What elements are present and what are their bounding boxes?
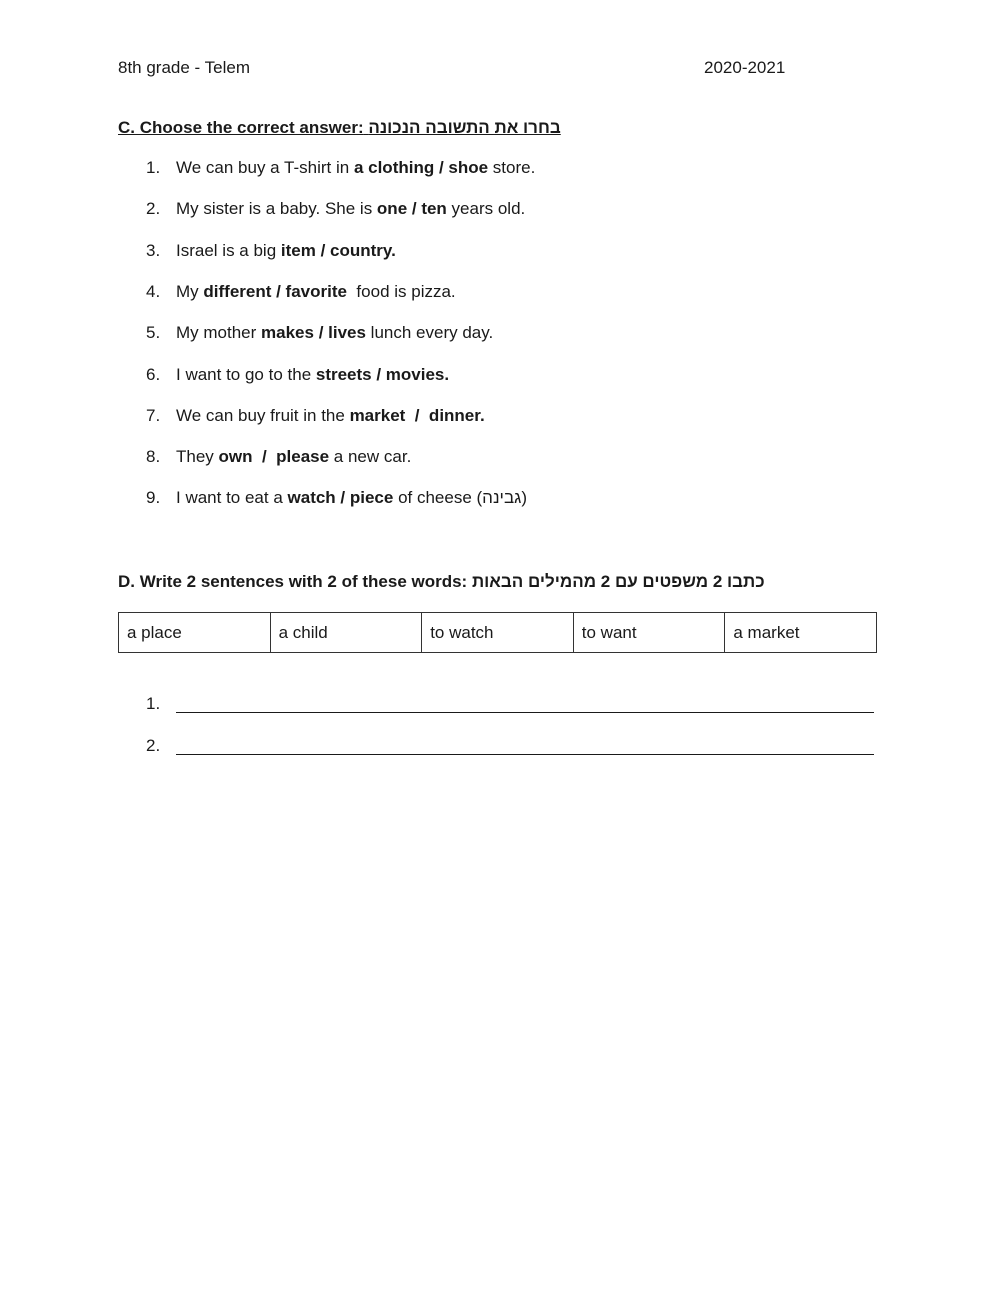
question-text-before: I want to go to the [176, 364, 316, 384]
answer-line-2[interactable] [146, 736, 176, 756]
question-text-after: store. [488, 158, 536, 177]
section-d-title-en: D. Write 2 sentences with 2 of these words: [118, 572, 468, 591]
word-bank-cell: to watch [422, 613, 574, 653]
question-text-after: a new car. [329, 447, 412, 467]
question-number: 5. [146, 323, 161, 343]
question-number: 4. [146, 281, 161, 301]
answer-choices[interactable]: different / favorite [203, 281, 347, 301]
answer-choices[interactable]: one / ten [376, 199, 447, 219]
question-item [146, 199, 525, 219]
word-bank-cell: to want [573, 613, 725, 653]
section-c-title [118, 118, 561, 138]
word-bank-cell: a place [119, 613, 271, 653]
question-number: 2. [146, 199, 161, 219]
question-text-before: They [176, 447, 219, 467]
answer-choices[interactable]: makes / lives [261, 323, 366, 343]
answer-blank[interactable] [176, 712, 874, 713]
question-item [146, 158, 535, 178]
question-text-before: My sister is a baby. She is [176, 199, 377, 219]
question-item [146, 488, 527, 508]
answer-choices[interactable]: market / dinner. [349, 405, 485, 425]
word-bank-cell: a child [270, 613, 422, 653]
question-item [146, 282, 456, 302]
question-number: 6. [146, 364, 161, 384]
question-number: 1. [146, 158, 161, 177]
question-text-before: Israel is a big [176, 240, 281, 260]
answer-line-1[interactable] [146, 694, 176, 714]
answer-choices[interactable]: streets / movies. [315, 364, 450, 384]
question-number: 8. [146, 447, 161, 467]
word-bank-table [118, 612, 877, 653]
question-text-before: We can buy a T-shirt in [176, 158, 354, 177]
question-number: 9. [146, 488, 161, 508]
question-text-before: I want to eat a [176, 488, 288, 508]
question-text-before: We can buy fruit in the [176, 405, 350, 425]
question-text-after: years old. [446, 199, 526, 219]
answer-line-number: 2. [146, 736, 161, 755]
section-d-title [118, 572, 765, 592]
answer-line-number: 1. [146, 694, 161, 713]
section-c-title-he: בחרו את התשובה הנכונה [368, 118, 561, 137]
question-item [146, 447, 411, 467]
answer-choices[interactable]: watch / piece [287, 488, 394, 508]
answer-choices[interactable]: item / country. [280, 240, 396, 260]
question-number: 3. [146, 240, 161, 260]
header-year: 2020-2021 [704, 58, 786, 77]
section-c-title-en: C. Choose the correct answer: [118, 118, 364, 137]
question-item [146, 241, 396, 261]
answer-choices[interactable]: own / please [218, 447, 330, 467]
question-item [146, 365, 449, 385]
answer-choices[interactable]: a clothing / shoe [353, 158, 489, 177]
question-number: 7. [146, 405, 161, 425]
word-bank-cell: a market [725, 613, 877, 653]
word-bank-row [119, 613, 877, 653]
question-text-after: lunch every day. [365, 323, 494, 343]
answer-blank[interactable] [176, 754, 874, 755]
question-text-after: of cheese (גבינה) [393, 488, 528, 508]
question-text-before: My mother [176, 323, 262, 343]
section-d-title-he: כתבו 2 משפטים עם 2 מהמילים הבאות [471, 572, 765, 591]
question-text-before: My [176, 281, 204, 301]
question-item [146, 323, 493, 343]
question-text-after: food is pizza. [346, 281, 456, 301]
question-item [146, 406, 485, 426]
header-grade: 8th grade - Telem [118, 58, 250, 77]
